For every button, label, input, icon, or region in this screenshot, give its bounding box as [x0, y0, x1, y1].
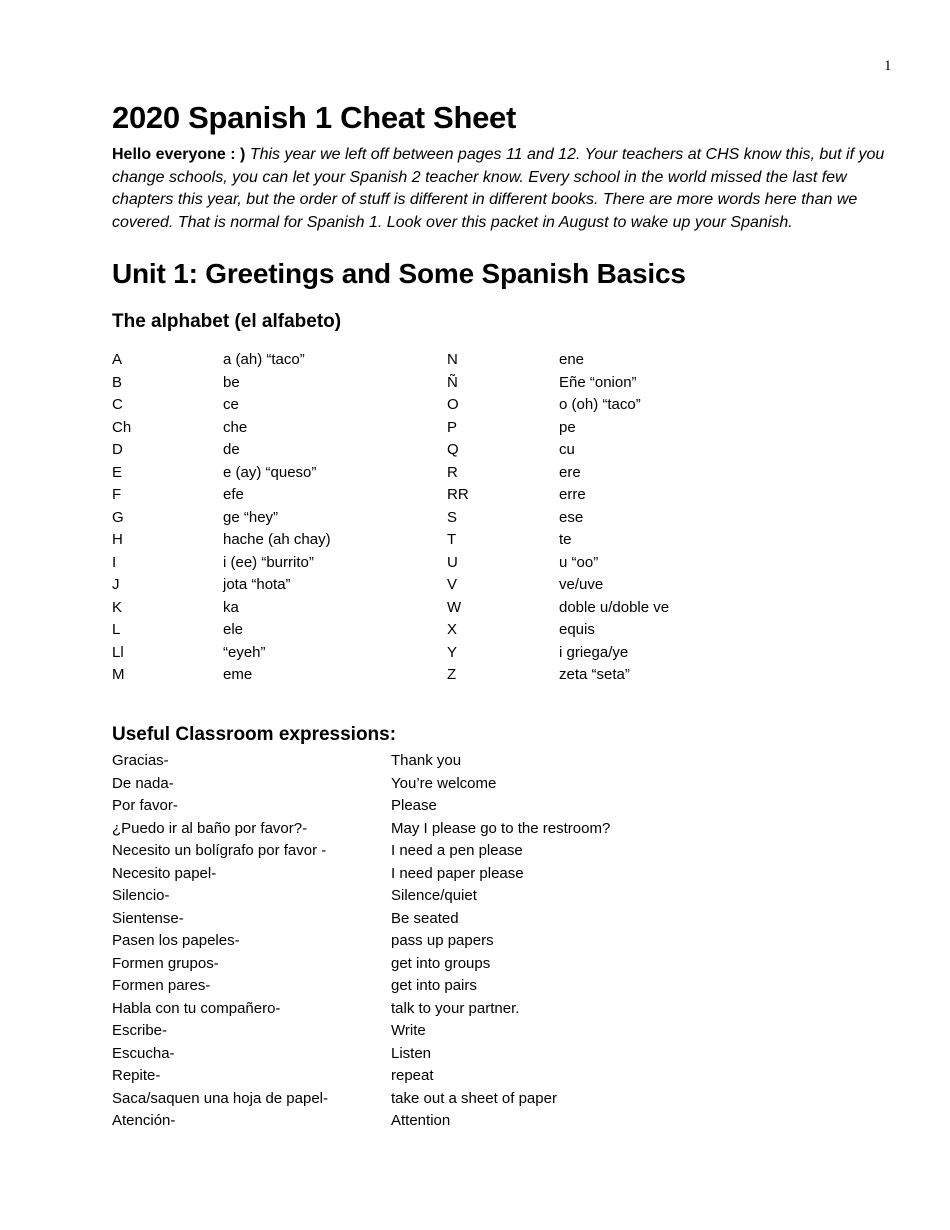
- alphabet-letter: D: [112, 441, 123, 458]
- expression-spanish: Atención-: [112, 1112, 176, 1129]
- alphabet-letter: L: [112, 621, 121, 638]
- expression-spanish: Silencio-: [112, 887, 170, 904]
- alphabet-name: o (oh) “taco”: [559, 396, 641, 413]
- alphabet-letter: H: [112, 531, 123, 548]
- alphabet-letter: U: [447, 553, 458, 571]
- alphabet-letter: F: [112, 486, 122, 503]
- alphabet-name: te: [559, 531, 572, 548]
- expression-english: repeat: [391, 1067, 434, 1084]
- alphabet-letter: N: [447, 351, 458, 368]
- alphabet-letter: I: [112, 553, 117, 571]
- alphabet-name: eme: [223, 666, 253, 683]
- alphabet-letter: Z: [447, 666, 457, 683]
- alphabet-name: efe: [223, 486, 244, 503]
- expression-spanish: Escribe-: [112, 1022, 168, 1039]
- alphabet-name: cu: [559, 441, 575, 458]
- alphabet-name: zeta “seta”: [559, 666, 630, 683]
- expression-spanish: Sientense-: [112, 909, 184, 927]
- alphabet-name: ka: [223, 598, 239, 616]
- alphabet-name: pe: [559, 418, 576, 436]
- expression-spanish: Formen pares-: [112, 977, 211, 994]
- expression-english: Be seated: [391, 909, 459, 927]
- expression-english: Write: [391, 1022, 426, 1039]
- alphabet-name: ele: [223, 621, 244, 638]
- alphabet-letter: G: [112, 508, 124, 526]
- expression-spanish: Repite-: [112, 1067, 161, 1084]
- alphabet-name: i griega/ye: [559, 643, 629, 661]
- expression-spanish: Gracias-: [112, 752, 169, 769]
- alphabet-letter: C: [112, 396, 123, 413]
- alphabet-letter: J: [112, 576, 120, 593]
- alphabet-letter: Ll: [112, 643, 124, 661]
- alphabet-letter: Y: [447, 643, 458, 661]
- alphabet-letter: X: [447, 621, 458, 638]
- expression-english: You’re welcome: [391, 774, 497, 792]
- expression-english: Attention: [391, 1112, 451, 1129]
- expression-english: Thank you: [391, 752, 462, 769]
- expression-spanish: Necesito papel-: [112, 864, 217, 882]
- expression-english: pass up papers: [391, 932, 494, 949]
- expression-english: talk to your partner.: [391, 999, 520, 1017]
- expression-english: I need paper please: [391, 864, 524, 882]
- expression-english: Please: [391, 797, 437, 814]
- alphabet-name: jota “hota”: [223, 576, 291, 593]
- alphabet-name: u “oo”: [559, 553, 599, 571]
- expression-spanish: Escucha-: [112, 1044, 175, 1062]
- unit-heading: Unit 1: Greetings and Some Spanish Basics: [112, 258, 686, 289]
- alphabet-letter: R: [447, 463, 458, 481]
- alphabet-name: ce: [223, 396, 239, 413]
- expression-spanish: De nada-: [112, 774, 174, 792]
- alphabet-letter: M: [112, 666, 125, 683]
- alphabet-name: e (ay) “queso”: [223, 463, 317, 481]
- expression-english: get into groups: [391, 954, 491, 972]
- alphabet-name: erre: [559, 486, 586, 503]
- alphabet-letter: K: [112, 598, 123, 616]
- expression-spanish: Habla con tu compañero-: [112, 999, 281, 1017]
- page-number: 1: [884, 58, 892, 74]
- alphabet-letter: S: [447, 508, 458, 526]
- alphabet-name: be: [223, 373, 240, 391]
- expression-english: take out a sheet of paper: [391, 1089, 557, 1107]
- alphabet-name: “eyeh”: [223, 643, 266, 661]
- page-title: 2020 Spanish 1 Cheat Sheet: [112, 100, 516, 135]
- intro-paragraph: [112, 144, 902, 234]
- expression-english: Silence/quiet: [391, 887, 477, 904]
- alphabet-name: ese: [559, 508, 584, 526]
- alphabet-name: ere: [559, 463, 581, 481]
- alphabet-letter: P: [447, 418, 458, 436]
- expression-spanish: Por favor-: [112, 797, 178, 814]
- alphabet-letter: Ñ: [447, 373, 458, 391]
- alphabet-name: ene: [559, 351, 585, 368]
- alphabet-letter: O: [447, 396, 459, 413]
- alphabet-name: Eñe “onion”: [559, 373, 637, 391]
- expression-spanish: Saca/saquen una hoja de papel-: [112, 1089, 329, 1107]
- alphabet-letter: T: [447, 531, 457, 548]
- alphabet-name: equis: [559, 621, 595, 638]
- alphabet-letter: W: [447, 598, 462, 616]
- alphabet-name: a (ah) “taco”: [223, 351, 305, 368]
- alphabet-letter: Q: [447, 441, 459, 458]
- alphabet-name: ge “hey”: [223, 508, 279, 526]
- expression-english: Listen: [391, 1044, 432, 1062]
- expression-spanish: Formen grupos-: [112, 954, 219, 972]
- expression-spanish: ¿Puedo ir al baño por favor?-: [112, 819, 308, 837]
- expression-english: May I please go to the restroom?: [391, 819, 611, 837]
- expression-spanish: Pasen los papeles-: [112, 932, 240, 949]
- alphabet-letter: E: [112, 463, 123, 481]
- alphabet-letter: V: [447, 576, 458, 593]
- alphabet-letter: Ch: [112, 418, 132, 436]
- alphabet-name: che: [223, 418, 248, 436]
- alphabet-name: i (ee) “burrito”: [223, 553, 314, 571]
- expressions-heading: Useful Classroom expressions:: [112, 724, 397, 745]
- expression-english: get into pairs: [391, 977, 477, 994]
- alphabet-letter: B: [112, 373, 123, 391]
- alphabet-name: ve/uve: [559, 576, 604, 593]
- alphabet-letter: RR: [447, 486, 469, 503]
- intro-text: This year we left off between pages 11 and 12. Your teachers at CHS know this, but if you change schools, you can let your Spanish 2 teacher know. Every school in the world missed the last few chapters this year, but the order of stuff is different in different books. There are more words here than we covered. That is normal for Spanish 1. Look over this packet in August to wake up your Spanish.: [112, 146, 885, 231]
- alphabet-name: hache (ah chay): [223, 531, 331, 548]
- expression-spanish: Necesito un bolígrafo por favor -: [112, 842, 327, 859]
- alphabet-name: doble u/doble ve: [559, 598, 670, 616]
- alphabet-letter: A: [112, 351, 123, 368]
- alphabet-heading: The alphabet (el alfabeto): [112, 311, 342, 332]
- expression-english: I need a pen please: [391, 842, 523, 859]
- intro-greeting: Hello everyone : ): [112, 146, 246, 163]
- alphabet-name: de: [223, 441, 240, 458]
